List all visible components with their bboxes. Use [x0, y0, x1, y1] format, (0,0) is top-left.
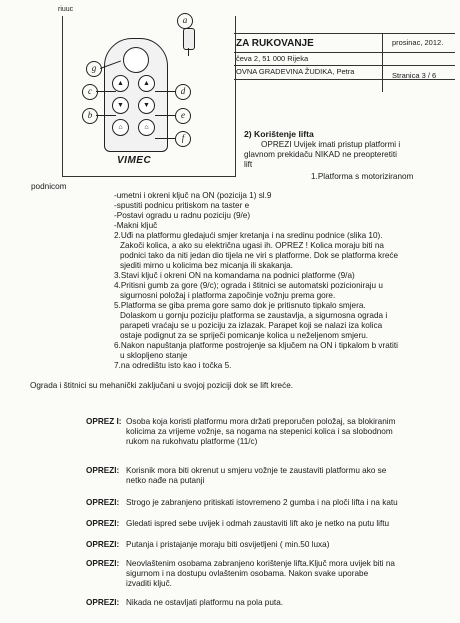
- warning-text: izvaditi ključ.: [126, 579, 172, 588]
- document-title: ZA RUKOVANJE: [236, 38, 314, 49]
- warning-label: OPREZI:: [86, 598, 120, 607]
- step-line: ostaje podignut za se spriječi pomicanje kolica u neželjenom smjeru.: [120, 331, 369, 340]
- top-fragment: riuuc: [58, 6, 74, 13]
- callout-c: c: [82, 84, 98, 100]
- key-icon: [183, 28, 195, 50]
- step-line: 4.Pritisni gumb za gore (9/c); ograda i štitnici se automatski pozicioniraju u: [114, 281, 383, 290]
- step-line: -Postavi ogradu u radnu poziciju (9/e): [114, 211, 251, 220]
- step-line: podnici tako da niti jedan dio tijela ne viri s platforme. Dok se platforma kreće: [120, 251, 399, 260]
- warning-label: OPREZI:: [86, 559, 120, 568]
- step-line: 3.Stavi ključ i okreni ON na komandama na podnici platforme (9/a): [114, 271, 355, 280]
- arrow-down-button-icon: ▼: [112, 97, 129, 114]
- warning-text: rukom na rukohvatu platforme (11/c): [126, 437, 258, 446]
- callout-d: d: [175, 84, 191, 100]
- subheading-continued: podnicom: [31, 182, 67, 191]
- intro-line: OPREZI Uvijek imati pristup platformi i: [261, 140, 401, 149]
- arrow-up-button-icon: ▲: [138, 75, 155, 92]
- callout-b: b: [82, 108, 98, 124]
- step-line: sigurnosni položaj i platforma započinje vožnju prema gore.: [120, 291, 336, 300]
- page-number: Stranica 3 / 6: [392, 71, 437, 80]
- warning-text: Strogo je zabranjeno pritiskati istovremeno 2 gumba i na ploči lifta i na katu: [126, 498, 398, 507]
- home-up-button-icon: ⌂: [112, 119, 129, 136]
- intro-line: lift: [244, 160, 253, 169]
- warning-text: Osoba koja koristi platformu mora držati preporučen položaj, sa blokiranim: [126, 417, 396, 426]
- company-name: OVNA GRADEVINA ŽUDIKA, Petra: [236, 67, 355, 76]
- warning-text: Gledati ispred sebe uvijek i odmah zaustaviti lift ako je netko na putu liftu: [126, 519, 390, 528]
- warning-label: OPREZI:: [86, 519, 120, 528]
- step-line: -umetni i okreni ključ na ON (pozicija 1) sl.9: [114, 191, 272, 200]
- arrow-up-button-icon: ▲: [112, 75, 129, 92]
- safety-note: Ograda i štitnici su mehanički zaključani u svojoj poziciji dok se lift kreće.: [30, 381, 294, 390]
- step-line: sjediti mirno u kolicima bez micanja ili skakanja.: [120, 261, 293, 270]
- warning-text: Neovlaštenim osobama zabranjeno korištenje lifta.Ključ mora uvijek biti na: [126, 559, 395, 568]
- step-line: -Makni ključ: [114, 221, 158, 230]
- callout-a: a: [177, 13, 193, 29]
- document-date: prosinac, 2012.: [392, 38, 444, 47]
- arrow-down-button-icon: ▼: [138, 97, 155, 114]
- warning-label: OPREZI:: [86, 498, 120, 507]
- step-line: 5.Platforma se giba prema gore samo dok je pritisnuto tipkalo smjera.: [114, 301, 366, 310]
- step-line: u sklopljeno stanje: [120, 351, 188, 360]
- subheading: 1.Platforma s motoriziranom: [311, 172, 414, 181]
- step-line: 2.Uđi na platformu gledajući smjer kretanja i na sredinu podnice (slika 10).: [114, 231, 383, 240]
- warning-text: Nikada ne ostavljati platformu na pola puta.: [126, 598, 284, 607]
- control-pendant: [104, 38, 168, 152]
- home-down-button-icon: ⌂: [138, 119, 155, 136]
- step-line: Dolaskom u gornju poziciju platforma se zaustavlja, a sigurnosna ograda i: [120, 311, 388, 320]
- callout-e: e: [175, 108, 191, 124]
- key-switch-icon: [123, 47, 149, 73]
- warning-label: OPREZI:: [86, 540, 120, 549]
- warning-text: netko nađe na putanji: [126, 476, 205, 485]
- warning-label: OPREZI:: [86, 466, 120, 475]
- intro-line: glavnom prekidaču NIKAD ne preopteretiti: [244, 150, 397, 159]
- step-line: Zakoči kolica, a ako su električna ugasi ih. OPREZ ! Kolica moraju biti na: [120, 241, 384, 250]
- step-line: parapeti vraćaju se u poziciju za izlazak. Parapet koji se nalazi iza kolica: [120, 321, 383, 330]
- warning-label: OPREZ I:: [86, 417, 122, 426]
- warning-text: Korisnik mora biti okrenut u smjeru vožnje te zaustaviti platformu ako se: [126, 466, 387, 475]
- warning-text: Putanja i pristajanje moraju biti osvijetljeni ( min.50 luxa): [126, 540, 330, 549]
- warning-text: kolicima za vrijeme vožnje, sa nogama na stepenici kolica i sa slobodnom: [126, 427, 393, 436]
- step-line: 7.na odredištu isto kao i točka 5.: [114, 361, 232, 370]
- callout-f: f: [175, 131, 191, 147]
- callout-g: g: [86, 61, 102, 77]
- brand-logo: VIMEC: [117, 155, 152, 166]
- document-header: [234, 33, 455, 92]
- step-line: -spustiti podnicu pritiskom na taster e: [114, 201, 250, 210]
- warning-text: sigurnom i na dostupu ovlaštenim osobama. Nakon svake uporabe: [126, 569, 369, 578]
- step-line: 6.Nakon napuštanja platforme postrojenje sa ključem na ON i tipkalom b vratiti: [114, 341, 398, 350]
- section-heading: 2) Korištenje lifta: [244, 129, 314, 139]
- company-address: čeva 2, 51 000 Rijeka: [236, 54, 309, 63]
